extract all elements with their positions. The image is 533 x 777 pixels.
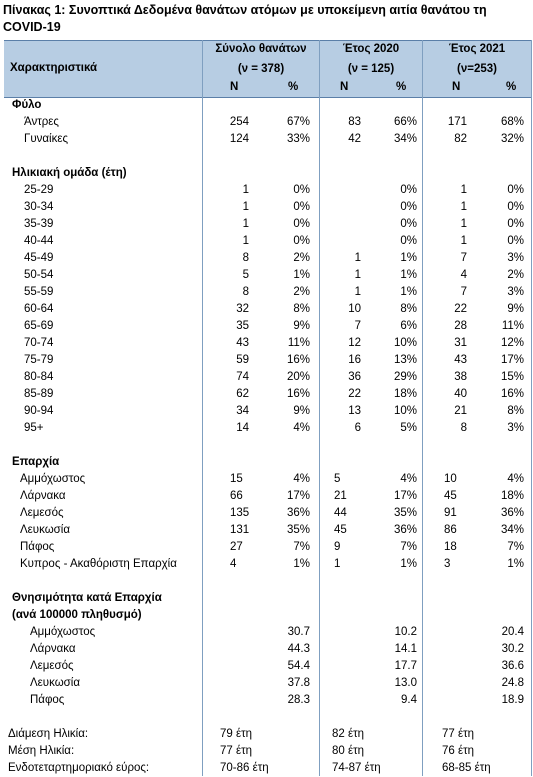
cell-n: 16: [348, 354, 361, 366]
row-label: Πάφος: [30, 694, 65, 706]
cell-pct: 32%: [500, 133, 524, 145]
cell-pct: 16%: [500, 388, 524, 400]
cell-n: 15: [230, 473, 243, 485]
cell-pct: 9%: [293, 405, 310, 417]
cell-pct: 9%: [507, 303, 524, 315]
cell-n: 36: [348, 371, 361, 383]
cell-n: 1: [460, 184, 467, 196]
cell-n: 14: [236, 422, 249, 434]
cell-n: 9: [334, 541, 341, 553]
row-label: Άντρες: [24, 116, 59, 128]
cell-pct: 2%: [293, 286, 310, 298]
cell-pct: 4%: [293, 422, 310, 434]
table-row: [4, 556, 532, 573]
cell-pct: 1%: [400, 269, 417, 281]
row-label: Λάρνακα: [30, 643, 76, 655]
cell-n: 1: [354, 286, 361, 298]
footer-value: 68-85 έτη: [442, 762, 491, 774]
table-row: [4, 216, 532, 233]
cell-n: 13: [348, 405, 361, 417]
cell-pct: 30.7: [287, 626, 310, 638]
footer-value: 76 έτη: [442, 745, 475, 757]
table-row: [4, 131, 532, 148]
cell-n: 22: [348, 388, 361, 400]
cell-pct: 9%: [293, 320, 310, 332]
row-label: Γυναίκες: [24, 133, 68, 145]
cell-pct: 36%: [500, 507, 524, 519]
cell-pct: 3%: [507, 252, 524, 264]
cell-pct: 1%: [293, 558, 310, 570]
table-row: [4, 335, 532, 352]
row-label: 60-64: [24, 303, 54, 315]
cell-n: 1: [242, 184, 249, 196]
cell-n: 10: [348, 303, 361, 315]
row-label: 95+: [24, 422, 44, 434]
cell-pct: 35%: [286, 524, 310, 536]
row-label: 35-39: [24, 218, 54, 230]
table-row: [4, 641, 532, 658]
cell-pct: 3%: [507, 422, 524, 434]
cell-pct: 17.7: [394, 660, 417, 672]
cell-pct: 33%: [286, 133, 310, 145]
cell-pct: 66%: [393, 116, 417, 128]
cell-pct: 68%: [500, 116, 524, 128]
table-row: [4, 284, 532, 301]
cell-pct: 4%: [400, 473, 417, 485]
row-label: Λεμεσός: [30, 660, 74, 672]
cell-n: 22: [454, 303, 467, 315]
cell-n: 40: [454, 388, 467, 400]
cell-pct: 34%: [393, 133, 417, 145]
footer-value: 82 έτη: [332, 728, 365, 740]
cell-pct: 0%: [400, 218, 417, 230]
cell-n: 124: [229, 133, 249, 145]
cell-pct: 13.0: [394, 677, 417, 689]
table-row: [4, 267, 532, 284]
cell-pct: 8%: [400, 303, 417, 315]
cell-n: 131: [230, 524, 250, 536]
cell-n: 5: [334, 473, 341, 485]
cell-pct: 1%: [400, 286, 417, 298]
header-2020-pct: %: [396, 81, 407, 93]
table-row: [4, 692, 532, 709]
table-row: [4, 675, 532, 692]
cell-pct: 54.4: [287, 660, 310, 672]
table-row: [4, 403, 532, 420]
cell-pct: 0%: [507, 201, 524, 213]
cell-n: 5: [242, 269, 249, 281]
cell-pct: 34%: [500, 524, 524, 536]
row-label: 30-34: [24, 201, 54, 213]
cell-n: 34: [236, 405, 249, 417]
table-row: [4, 471, 532, 488]
cell-pct: 29%: [393, 371, 417, 383]
cell-n: 1: [334, 558, 341, 570]
cell-pct: 20.4: [501, 626, 524, 638]
cell-pct: 4%: [293, 473, 310, 485]
cell-pct: 1%: [400, 252, 417, 264]
row-label: 70-74: [24, 337, 54, 349]
footer-row: [4, 726, 532, 743]
cell-pct: 11%: [501, 320, 524, 332]
section-heading: Ηλικιακή ομάδα (έτη): [12, 167, 127, 179]
row-label: 50-54: [24, 269, 54, 281]
cell-pct: 4%: [507, 473, 524, 485]
cell-pct: 0%: [400, 184, 417, 196]
cell-n: 45: [334, 524, 347, 536]
row-label: Λευκωσία: [20, 524, 70, 536]
cell-pct: 28.3: [287, 694, 310, 706]
table-row: [4, 369, 532, 386]
row-label: 75-79: [24, 354, 54, 366]
table-row: [4, 488, 532, 505]
cell-pct: 10%: [393, 337, 417, 349]
table-row: [4, 658, 532, 675]
row-label: Πάφος: [20, 541, 55, 553]
table-row: [4, 250, 532, 267]
cell-pct: 6%: [400, 320, 417, 332]
table-row: [4, 114, 532, 131]
cell-pct: 18%: [500, 490, 524, 502]
footer-value: 77 έτη: [220, 745, 253, 757]
cell-pct: 5%: [400, 422, 417, 434]
cell-n: 1: [242, 218, 249, 230]
cell-pct: 24.8: [501, 677, 524, 689]
row-label: 45-49: [24, 252, 54, 264]
cell-pct: 1%: [400, 558, 417, 570]
header-total-n: N: [230, 81, 239, 93]
cell-pct: 16%: [286, 388, 310, 400]
cell-pct: 12%: [500, 337, 524, 349]
cell-n: 1: [242, 235, 249, 247]
header-2021-n: N: [452, 81, 461, 93]
cell-pct: 7%: [507, 541, 524, 553]
cell-n: 45: [444, 490, 457, 502]
cell-pct: 0%: [400, 235, 417, 247]
footer-label: Μέση Ηλικία:: [8, 745, 75, 757]
cell-n: 7: [460, 286, 467, 298]
cell-pct: 18.9: [501, 694, 524, 706]
cell-n: 32: [236, 303, 249, 315]
table-row: [4, 301, 532, 318]
cell-pct: 3%: [507, 286, 524, 298]
cell-pct: 0%: [293, 184, 310, 196]
row-label: 90-94: [24, 405, 54, 417]
header-total-pct: %: [288, 81, 299, 93]
row-label: 25-29: [24, 184, 54, 196]
cell-pct: 10.2: [394, 626, 417, 638]
table-row: [4, 199, 532, 216]
cell-n: 18: [444, 541, 457, 553]
cell-n: 83: [348, 116, 361, 128]
table-row: [4, 505, 532, 522]
cell-n: 7: [460, 252, 467, 264]
row-label: Αμμόχωστος: [30, 626, 96, 638]
cell-n: 31: [454, 337, 467, 349]
footer-value: 80 έτη: [332, 745, 365, 757]
cell-pct: 8%: [293, 303, 310, 315]
table-row: [4, 386, 532, 403]
cell-pct: 10%: [393, 405, 417, 417]
cell-pct: 44.3: [287, 643, 310, 655]
cell-n: 91: [444, 507, 457, 519]
cell-n: 3: [444, 558, 451, 570]
cell-n: 254: [229, 116, 249, 128]
cell-pct: 2%: [293, 252, 310, 264]
row-label: Λάρνακα: [20, 490, 66, 502]
footer-value: 79 έτη: [220, 728, 253, 740]
header-2021-pct: %: [506, 81, 517, 93]
table-row: [4, 182, 532, 199]
footer-value: 74-87 έτη: [332, 762, 381, 774]
cell-n: 44: [334, 507, 347, 519]
header-2020-name: Έτος 2020: [342, 43, 400, 55]
caption-line-1: Πίνακας 1: Συνοπτικά Δεδομένα θανάτων ατόμων με υποκείμενη αιτία θανάτου τη: [3, 3, 487, 17]
section-title: [4, 165, 532, 182]
cell-n: 4: [230, 558, 237, 570]
cell-pct: 0%: [507, 235, 524, 247]
cell-n: 43: [454, 354, 467, 366]
cell-pct: 30.2: [501, 643, 524, 655]
cell-n: 1: [354, 269, 361, 281]
cell-pct: 67%: [286, 116, 310, 128]
row-label: Κυπρος - Ακαθόριστη Επαρχία: [20, 558, 177, 570]
cell-pct: 36%: [286, 507, 310, 519]
footer-value: 77 έτη: [442, 728, 475, 740]
section-subheading: (ανά 100000 πληθυσμό): [12, 609, 142, 621]
cell-pct: 17%: [393, 490, 417, 502]
cell-n: 86: [444, 524, 457, 536]
cell-pct: 36.6: [501, 660, 524, 672]
cell-n: 21: [334, 490, 347, 502]
cell-pct: 1%: [507, 558, 524, 570]
table-row: [4, 522, 532, 539]
cell-pct: 16%: [286, 354, 310, 366]
cell-n: 1: [460, 201, 467, 213]
section-title: [4, 454, 532, 471]
section-subtitle: [4, 607, 532, 624]
cell-n: 62: [236, 388, 249, 400]
cell-n: 8: [460, 422, 467, 434]
header-2021-name: Έτος 2021: [448, 43, 506, 55]
section-title: [4, 590, 532, 607]
cell-pct: 7%: [400, 541, 417, 553]
cell-pct: 0%: [507, 184, 524, 196]
section-heading: Επαρχία: [12, 456, 60, 468]
row-label: 80-84: [24, 371, 54, 383]
row-label: Λεμεσός: [20, 507, 64, 519]
cell-n: 12: [348, 337, 361, 349]
table-row: [4, 318, 532, 335]
cell-pct: 35%: [393, 507, 417, 519]
footer-value: 70-86 έτη: [220, 762, 269, 774]
table-row: [4, 233, 532, 250]
header-2021-sub: (ν=253): [457, 63, 497, 75]
cell-n: 35: [236, 320, 249, 332]
row-label: 55-59: [24, 286, 54, 298]
cell-n: 1: [242, 201, 249, 213]
cell-n: 82: [454, 133, 467, 145]
cell-pct: 1%: [293, 269, 310, 281]
row-label: Αμμόχωστος: [20, 473, 86, 485]
cell-n: 171: [447, 116, 467, 128]
cell-pct: 0%: [293, 201, 310, 213]
cell-pct: 9.4: [401, 694, 417, 706]
cell-n: 59: [236, 354, 249, 366]
header-characteristics: Χαρακτηριστικά: [10, 62, 98, 74]
cell-pct: 7%: [293, 541, 310, 553]
header-2020-sub: (ν = 125): [347, 63, 395, 75]
caption-line-2: COVID-19: [3, 20, 61, 34]
cell-n: 8: [242, 252, 249, 264]
header-2020-n: N: [340, 81, 349, 93]
row-label: 40-44: [24, 235, 54, 247]
cell-pct: 14.1: [394, 643, 417, 655]
cell-n: 4: [460, 269, 467, 281]
cell-n: 66: [230, 490, 243, 502]
row-label: Λευκωσία: [30, 677, 80, 689]
cell-pct: 0%: [293, 218, 310, 230]
cell-pct: 0%: [507, 218, 524, 230]
section-heading: Θνησιμότητα κατά Επαρχία: [12, 592, 162, 604]
cell-pct: 37.8: [287, 677, 310, 689]
cell-n: 28: [454, 320, 467, 332]
cell-pct: 11%: [287, 337, 310, 349]
table-row: [4, 352, 532, 369]
cell-pct: 0%: [293, 235, 310, 247]
cell-n: 38: [454, 371, 467, 383]
cell-n: 74: [236, 371, 249, 383]
footer-row: [4, 760, 532, 777]
table-row: [4, 624, 532, 641]
cell-pct: 15%: [500, 371, 524, 383]
cell-n: 43: [236, 337, 249, 349]
cell-n: 1: [460, 218, 467, 230]
cell-n: 21: [454, 405, 467, 417]
header-total-name: Σύνολο θανάτων: [215, 43, 307, 55]
row-label: 85-89: [24, 388, 54, 400]
footer-label: Ενδοτεταρτημοριακό εύρος:: [8, 762, 150, 774]
table-row: [4, 539, 532, 556]
table-caption: [3, 2, 533, 36]
cell-pct: 20%: [286, 371, 310, 383]
footer-row: [4, 743, 532, 760]
cell-n: 10: [444, 473, 457, 485]
footer-label: Διάμεση Ηλικία:: [8, 728, 89, 740]
section-heading: Φύλο: [12, 99, 42, 111]
cell-n: 135: [230, 507, 250, 519]
cell-pct: 18%: [393, 388, 417, 400]
cell-pct: 17%: [500, 354, 524, 366]
cell-pct: 36%: [393, 524, 417, 536]
cell-n: 6: [354, 422, 361, 434]
header-total-sub: (ν = 378): [237, 63, 285, 75]
cell-pct: 17%: [286, 490, 310, 502]
cell-pct: 8%: [507, 405, 524, 417]
cell-n: 27: [230, 541, 243, 553]
cell-n: 8: [242, 286, 249, 298]
cell-pct: 13%: [393, 354, 417, 366]
table-row: [4, 420, 532, 437]
cell-n: 1: [354, 252, 361, 264]
cell-pct: 2%: [507, 269, 524, 281]
cell-n: 1: [460, 235, 467, 247]
row-label: 65-69: [24, 320, 54, 332]
cell-pct: 0%: [400, 201, 417, 213]
cell-n: 42: [348, 133, 361, 145]
cell-n: 7: [354, 320, 361, 332]
section-title: [4, 97, 532, 114]
